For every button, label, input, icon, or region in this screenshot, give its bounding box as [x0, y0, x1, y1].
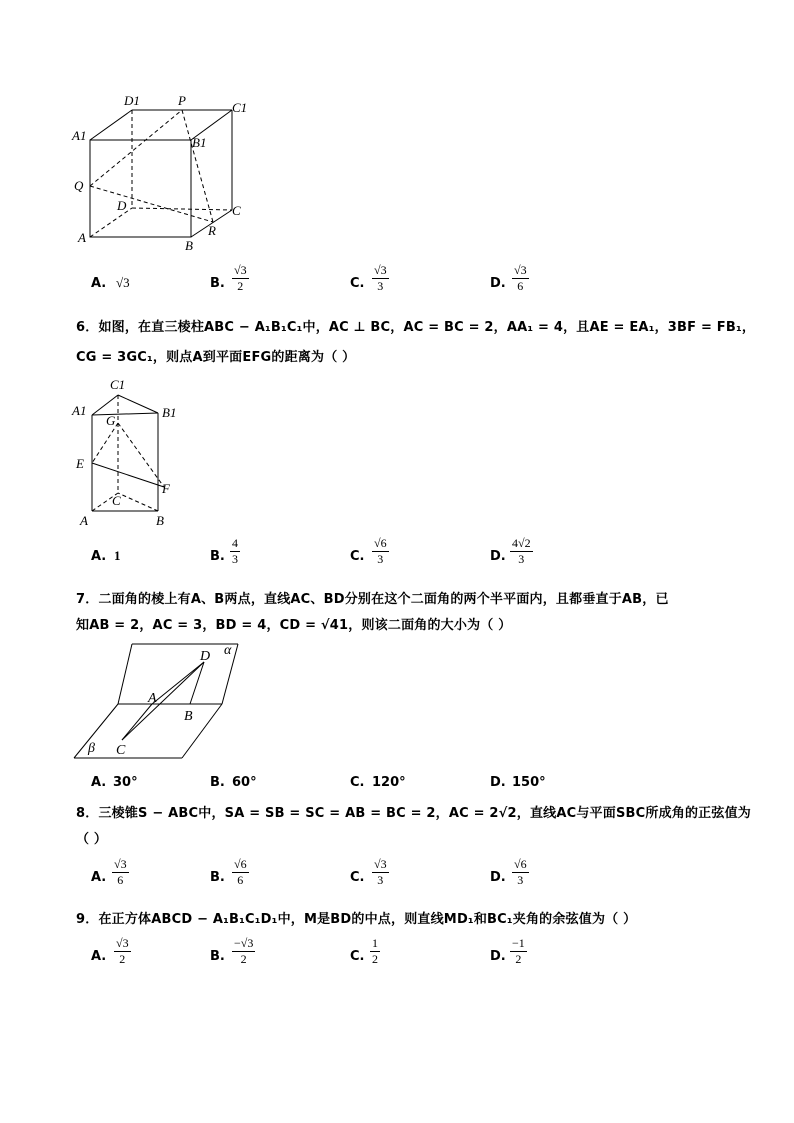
option-value: $\frac{√3}{3}$ — [374, 857, 387, 887]
option-letter: C. — [350, 775, 365, 790]
label-C: C — [116, 743, 126, 758]
figure-q5-cube — [60, 90, 260, 260]
label-E: E — [76, 456, 84, 471]
q8-text-line1: 8．三棱锥S − ABC中，SA = SB = SC = AB = BC = 2，AC = 2√2，直线AC与平面SBC所成角的正弦值为 — [76, 806, 751, 821]
q7-text-line2: 知AB = 2，AC = 3，BD = 4，CD = √41，则该二面角的大小为（ ） — [76, 618, 512, 633]
label-C1: C1 — [232, 100, 248, 115]
label-C: C — [232, 203, 241, 218]
option-letter: B. — [210, 949, 225, 964]
label-B1: B1 — [192, 135, 207, 150]
option-letter: C. — [350, 870, 365, 885]
option-letter: A. — [91, 775, 107, 790]
label-D1: D1 — [124, 93, 140, 108]
option-value: $\frac{√3}{6}$ — [114, 857, 127, 887]
option-letter: A. — [91, 549, 107, 564]
option-letter: B. — [210, 276, 225, 291]
option-letter: B. — [210, 870, 225, 885]
option-letter: A. — [91, 276, 107, 291]
option-value: $\frac{√3}{3}$ — [374, 263, 387, 293]
label-C1: C1 — [110, 377, 126, 392]
option-value: 120° — [372, 775, 406, 790]
option-value: $\frac{√6}{6}$ — [234, 857, 247, 887]
option-value: $\frac{√6}{3}$ — [514, 857, 527, 887]
label-A1: A1 — [72, 403, 87, 418]
option-letter: C. — [350, 276, 365, 291]
label-B: B — [185, 238, 193, 253]
option-value: √3 — [116, 275, 130, 290]
option-value: $\frac{√3}{6}$ — [514, 263, 527, 293]
option-value: $\frac{-1}{2}$ — [512, 936, 525, 966]
option-value: $\frac{√6}{3}$ — [374, 536, 387, 566]
option-letter: D. — [490, 549, 506, 564]
option-value: $\frac{√3}{2}$ — [234, 263, 247, 293]
option-value: $\frac{4√2}{3}$ — [512, 536, 531, 566]
option-value: 150° — [512, 775, 546, 790]
label-D: D — [117, 198, 127, 213]
option-value: 1 — [114, 548, 121, 563]
option-letter: B. — [210, 549, 225, 564]
option-value: 30° — [113, 775, 138, 790]
q7-text-line1: 7．二面角的棱上有A、B两点，直线AC、BD分别在这个二面角的两个半平面内，且都垂直于AB，已 — [76, 592, 669, 607]
figure-q7-dihedral — [70, 638, 250, 763]
label-A1: A1 — [72, 128, 87, 143]
label-C: C — [112, 493, 121, 508]
label-A: A — [78, 230, 86, 245]
label-F: F — [162, 481, 170, 496]
label-B: B — [184, 709, 193, 724]
label-B: B — [156, 513, 164, 528]
option-letter: C. — [350, 949, 365, 964]
label-Q: Q — [74, 178, 84, 193]
option-letter: B. — [210, 775, 225, 790]
label-B1: B1 — [162, 405, 177, 420]
option-value: 60° — [232, 775, 257, 790]
label-D: D — [200, 649, 211, 664]
label-P: P — [178, 93, 186, 108]
q9-text-line1: 9．在正方体ABCD − A₁B₁C₁D₁中，M是BD的中点，则直线MD₁和BC₁夹角的余弦值为（ ） — [76, 912, 637, 927]
label-beta: β — [88, 741, 95, 756]
q6-text-line2: CG = 3GC₁，则点A到平面EFG的距离为（ ） — [76, 350, 356, 365]
option-letter: D. — [490, 276, 506, 291]
label-A: A — [148, 691, 157, 706]
option-letter: D. — [490, 870, 506, 885]
figure-q6-prism — [70, 375, 190, 530]
option-letter: D. — [490, 775, 506, 790]
label-alpha: α — [224, 643, 232, 658]
label-A: A — [80, 513, 88, 528]
q8-text-line2: （ ） — [76, 832, 108, 847]
option-value: $\frac{4}{3}$ — [232, 536, 238, 566]
label-G: G — [106, 413, 116, 428]
option-letter: C. — [350, 549, 365, 564]
option-value: $\frac{1}{2}$ — [372, 936, 378, 966]
option-value: $\frac{√3}{2}$ — [116, 936, 129, 966]
label-R: R — [208, 223, 216, 238]
q6-text-line1: 6．如图，在直三棱柱ABC − A₁B₁C₁中，AC ⊥ BC，AC = BC = 2，AA₁ = 4，且AE = EA₁，3BF = FB₁， — [76, 320, 756, 335]
option-value: $\frac{-√3}{2}$ — [234, 936, 254, 966]
option-letter: A. — [91, 949, 107, 964]
option-letter: A. — [91, 870, 107, 885]
option-letter: D. — [490, 949, 506, 964]
